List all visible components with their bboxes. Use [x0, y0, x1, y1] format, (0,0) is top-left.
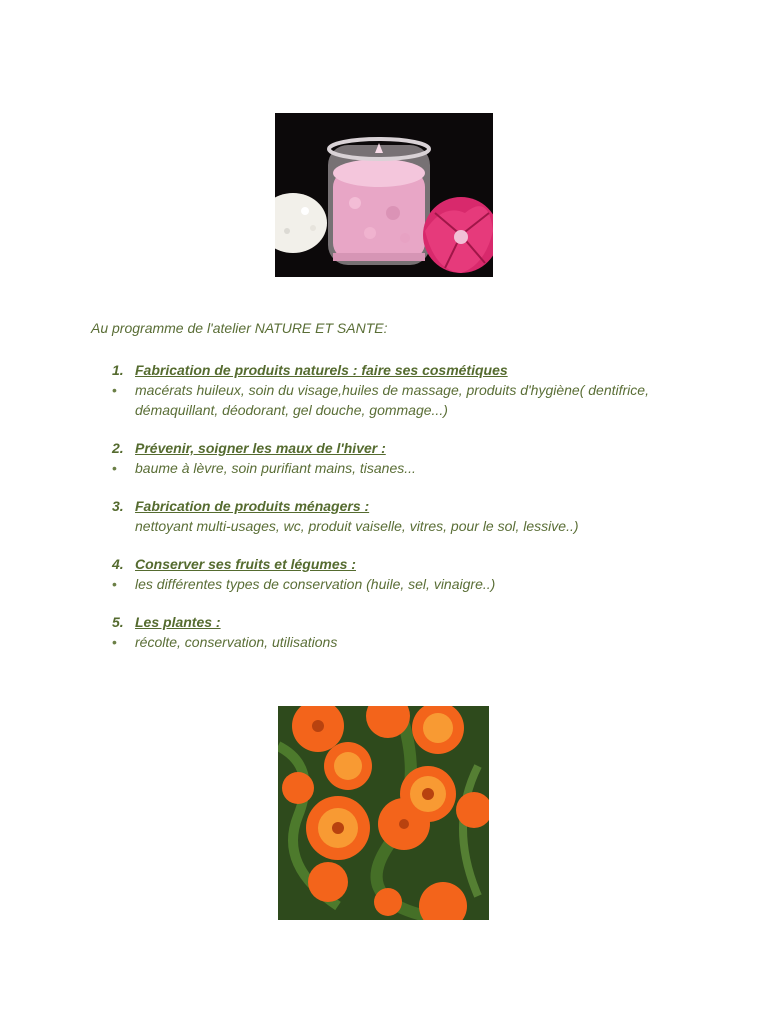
item-detail: baume à lèvre, soin purifiant mains, tisanes... [135, 460, 416, 476]
intro-line: Au programme de l'atelier NATURE ET SANTE: [91, 320, 388, 336]
program-item-5 [91, 612, 711, 652]
calendula-flowers-image [278, 706, 489, 920]
item-title: Les plantes : [135, 614, 221, 630]
item-number: 4. [112, 556, 124, 572]
item-detail: nettoyant multi-usages, wc, produit vaiselle, vitres, pour le sol, lessive..) [135, 518, 579, 534]
bullet-icon: • [112, 634, 117, 650]
bullet-icon: • [112, 460, 117, 476]
program-item-3 [91, 496, 711, 536]
item-title: Conserver ses fruits et légumes : [135, 556, 356, 572]
program-item-2 [91, 438, 711, 478]
program-text [91, 318, 711, 652]
cosmetics-jar-image [275, 113, 493, 277]
pink-cream-jar-icon [275, 113, 493, 277]
item-number: 2. [112, 440, 124, 456]
item-number: 5. [112, 614, 124, 630]
item-number: 1. [112, 362, 124, 378]
item-detail: les différentes types de conservation (huile, sel, vinaigre..) [135, 576, 496, 592]
item-detail: récolte, conservation, utilisations [135, 634, 338, 650]
item-title: Prévenir, soigner les maux de l'hiver : [135, 440, 386, 456]
orange-flowers-icon [278, 706, 489, 920]
item-title: Fabrication de produits naturels : faire ses cosmétiques [135, 362, 508, 378]
program-item-1 [91, 360, 711, 420]
item-title: Fabrication de produits ménagers : [135, 498, 370, 514]
item-detail: macérats huileux, soin du visage,huiles de massage, produits d'hygiène( dentifrice, démaquillant, déodorant, gel douche, gommage...) [135, 382, 649, 418]
item-number: 3. [112, 498, 124, 514]
program-item-4 [91, 554, 711, 594]
bullet-icon: • [112, 382, 117, 398]
bullet-icon: • [112, 576, 117, 592]
